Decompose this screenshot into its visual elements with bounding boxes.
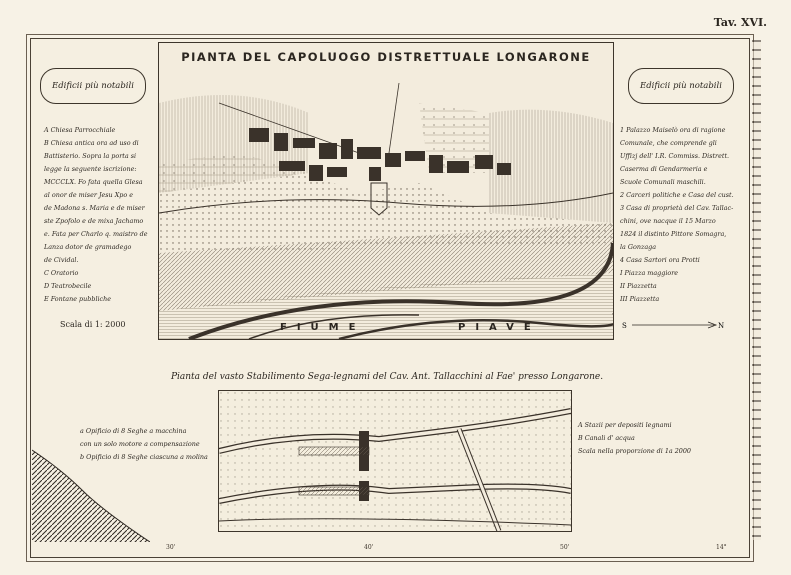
right-legend-item: 3 Casa di proprietà del Cav. Tallac- — [620, 204, 734, 212]
left-legend-item: de Madona s. Maria e de miser — [44, 204, 145, 212]
left-legend-item: Lanza dotor de gramadego — [44, 243, 132, 251]
sawmill-plan — [218, 390, 572, 532]
sawmill-legend-item: A Stazii per depositi legnami — [578, 421, 672, 429]
right-legend-item: la Gonzaga — [620, 243, 657, 251]
right-legend — [620, 124, 744, 306]
left-legend-heading: Edificii più notabili — [52, 81, 134, 91]
coord-label: 30' — [166, 544, 176, 551]
bottom-map-title: Pianta del vasto Stabilimento Sega-legnami del Cav. Ant. Tallacchini al Fae' presso Longarone. — [170, 372, 604, 382]
right-legend-item: Caserma di Gendarmeria e — [620, 165, 708, 173]
sawmill-legend-item: b Opificio di 8 Seghe ciascuna a molina — [80, 453, 208, 461]
left-legend-item: ste Zpofolo e de mixa Jachamo — [44, 217, 144, 225]
right-legend-item: 4 Casa Sartori ora Protti — [620, 256, 700, 264]
town-plan-drawing — [159, 43, 613, 339]
right-legend-item: 2 Carceri politiche e Casa del cust. — [620, 191, 734, 199]
top-map-scale: Scala di 1: 2000 — [60, 320, 126, 329]
sawmill-legend-item: Scala nella proporzione di 1a 2000 — [578, 447, 691, 455]
right-legend-cartouche — [628, 68, 734, 104]
compass-north: N — [718, 322, 725, 330]
river-label-fiume: FIUME — [280, 322, 366, 333]
left-legend-item: C Oratorio — [44, 269, 79, 277]
coord-label: 40' — [364, 544, 374, 551]
left-legend-item: de Cividal. — [44, 256, 79, 264]
sawmill-legend-item: con un solo motore a compensazione — [80, 440, 200, 448]
left-legend-item: E Fontane pubbliche — [44, 295, 112, 303]
longarone-town-plan — [158, 42, 614, 340]
right-legend-item: II Piazzetta — [620, 282, 657, 290]
relief-inset-map — [32, 430, 150, 542]
right-legend-item: 1824 il distinto Pittore Somagra, — [620, 230, 727, 238]
sawmill-plan-drawing — [219, 391, 571, 531]
right-legend-item: III Piazzetta — [620, 295, 660, 303]
left-legend — [44, 124, 154, 306]
left-legend-item: D Teatrobecile — [44, 282, 92, 290]
right-legend-item: Uffizj dell' I.R. Commiss. Distrett. — [620, 152, 730, 160]
left-legend-cartouche — [40, 68, 146, 104]
right-legend-item: Scuole Comunali maschili. — [620, 178, 706, 186]
sawmill-legend-right — [578, 419, 718, 458]
left-legend-item: legge la seguente iscrizione: — [44, 165, 137, 173]
north-arrow-icon — [622, 320, 726, 330]
left-legend-item: Battisterio. Sopra la porta si — [44, 152, 137, 160]
right-legend-item: 1 Palazzo Maiselò ora di ragione — [620, 126, 726, 134]
right-legend-item: chini, ove nacque il 15 Marzo — [620, 217, 716, 225]
left-legend-item: MCCCLX. Fo fata quella Glesa — [44, 178, 143, 186]
coord-label: 50' — [560, 544, 570, 551]
compass-south: S — [622, 322, 627, 330]
top-map-title: PIANTA DEL CAPOLUOGO DISTRETTUALE LONGARONE — [181, 50, 591, 64]
left-legend-item: B Chiesa antica ora ad uso di — [44, 139, 139, 147]
right-legend-heading: Edificii più notabili — [640, 81, 722, 91]
river-label-piave: PIAVE — [458, 322, 541, 333]
left-legend-item: al onor de miser Jesu Xpo e — [44, 191, 134, 199]
left-legend-item: A Chiesa Parrocchiale — [44, 126, 116, 134]
sawmill-legend-item: B Canali d' acqua — [578, 434, 635, 442]
coord-label: 14° — [716, 544, 727, 551]
plate-number: Tav. XVI. — [713, 16, 767, 29]
right-legend-item: I Piazza maggiore — [620, 269, 679, 277]
left-legend-item: e. Fata per Charlo q. maistro de — [44, 230, 148, 238]
right-legend-item: Comunale, che comprende gli — [620, 139, 717, 147]
graticule-strip-right — [752, 40, 761, 540]
sawmill-legend-item: a Opificio di 8 Seghe a macchina — [80, 427, 187, 435]
